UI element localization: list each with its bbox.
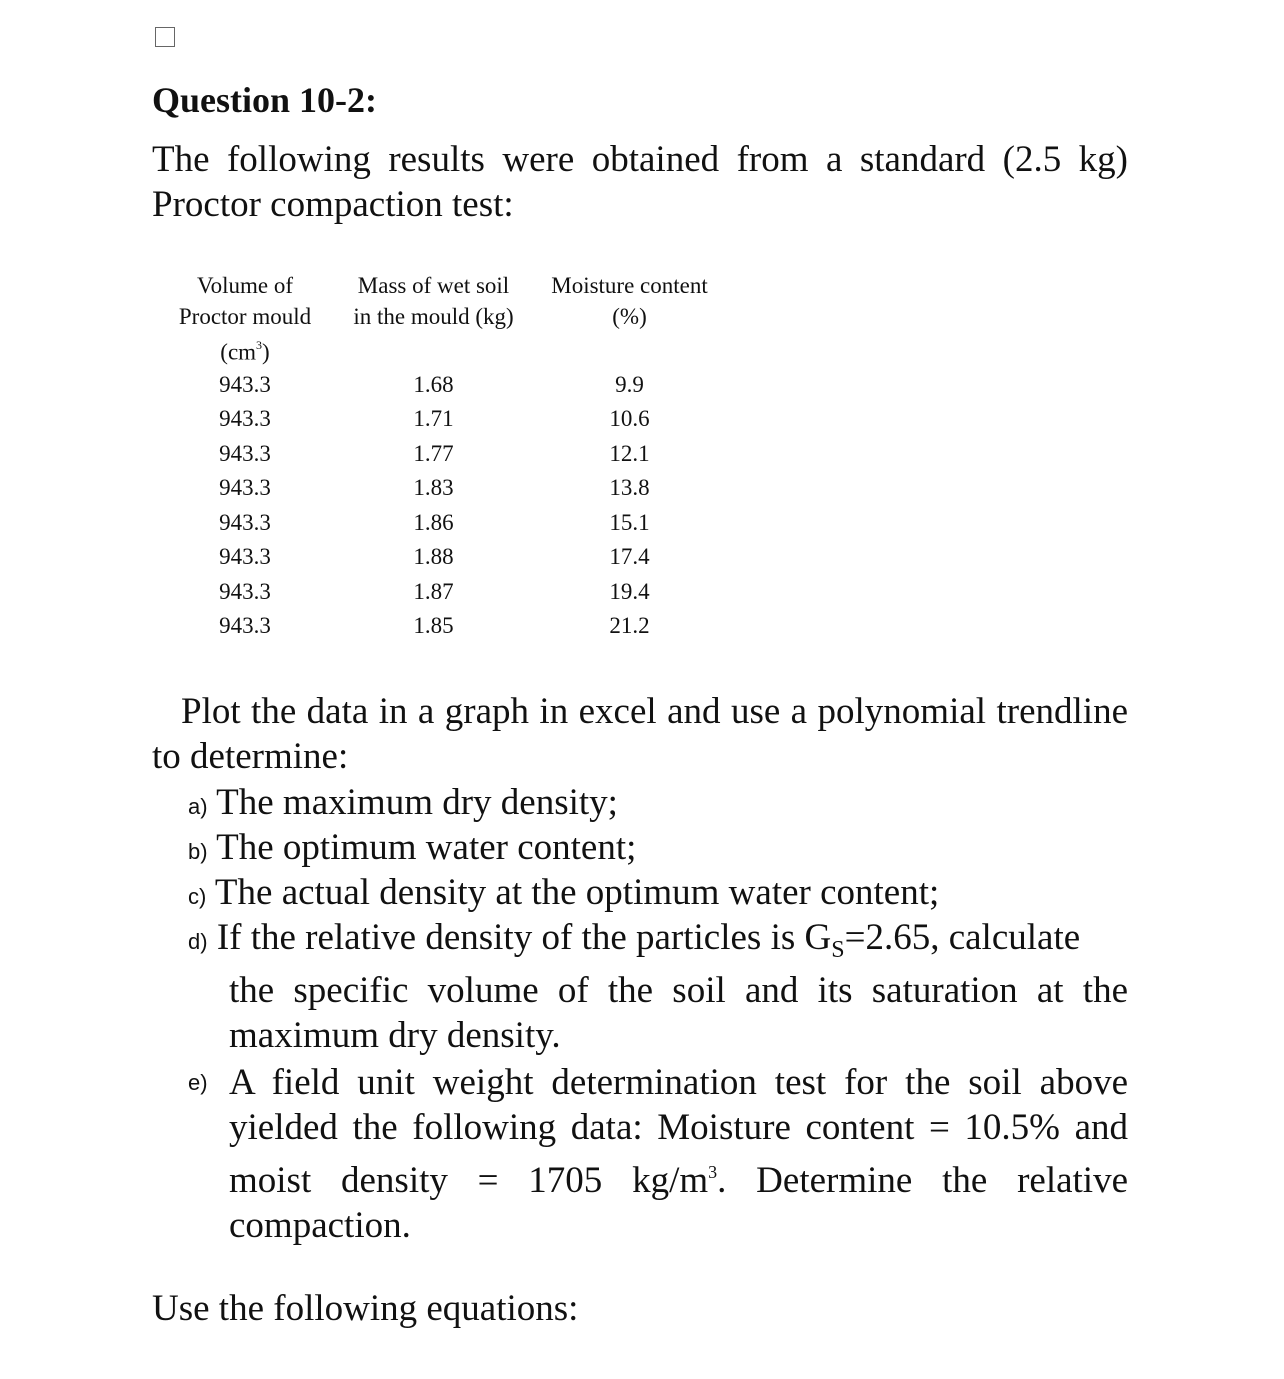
mass-cell: 1.83	[413, 475, 454, 501]
mass-cell: 1.71	[413, 406, 454, 432]
checkbox[interactable]	[155, 27, 175, 47]
item-d-continuation: the specific volume of the soil and its saturation at the maximum dry density.	[229, 970, 1128, 1056]
moisture-cell: 12.1	[609, 440, 650, 466]
item-b-text: The optimum water content;	[216, 827, 637, 868]
mass-cell: 1.87	[413, 578, 454, 604]
item-c-text: The actual density at the optimum water content;	[214, 872, 940, 913]
table-header-row	[164, 270, 718, 368]
volume-cell: 943.3	[219, 371, 271, 397]
table-row	[164, 402, 718, 437]
table-row	[164, 437, 718, 472]
volume-cell: 943.3	[219, 475, 271, 501]
item-b-marker: b)	[188, 839, 208, 864]
item-a-text: The maximum dry density;	[216, 782, 618, 823]
table-row	[164, 368, 718, 403]
plot-instruction: Plot the data in a graph in excel and use a polynomial trendline to determine:	[152, 691, 1128, 777]
item-c-marker: c)	[188, 884, 207, 909]
table-row	[164, 471, 718, 506]
moisture-cell: 17.4	[609, 544, 650, 570]
header-volume: Volume of Proctor mould $(cm^3)$	[178, 273, 312, 365]
moisture-cell: 21.2	[609, 613, 650, 639]
moisture-cell: 10.6	[609, 406, 650, 432]
volume-cell: 943.3	[219, 406, 271, 432]
mass-cell: 1.68	[413, 371, 454, 397]
table-row	[164, 506, 718, 541]
volume-cell: 943.3	[219, 509, 271, 535]
mass-cell: 1.77	[413, 440, 454, 466]
item-a-marker: a)	[188, 794, 208, 819]
item-c	[188, 870, 939, 919]
volume-cell: 943.3	[219, 578, 271, 604]
item-e-superscript: 3	[708, 1162, 718, 1182]
mass-cell: 1.86	[413, 509, 454, 535]
table-row	[164, 609, 718, 644]
compaction-data-table	[164, 270, 718, 644]
mass-cell: 1.85	[413, 613, 454, 639]
volume-cell: 943.3	[219, 440, 271, 466]
item-b	[188, 825, 636, 874]
header-mass: Mass of wet soil in the mould (kg)	[353, 273, 514, 329]
item-d-text: If the relative density of the particles is G	[216, 917, 832, 958]
header-moisture: Moisture content (%)	[551, 273, 708, 329]
question-intro: The following results were obtained from a standard (2.5 kg) Proctor compaction test:	[152, 139, 1128, 225]
volume-cell: 943.3	[219, 544, 271, 570]
item-d-subscript: S	[831, 937, 845, 963]
item-a	[188, 780, 618, 829]
item-e-text: A field unit weight determination test for the soil above yielded the following data: Moisture content = 10.5% and moist density = 1705 $kg/m^3$. Determine the relative compaction.	[229, 1062, 1129, 1246]
table-row	[164, 540, 718, 575]
item-d-marker: d)	[188, 929, 208, 954]
volume-cell: 943.3	[219, 613, 271, 639]
item-e	[188, 1060, 1128, 1248]
item-d	[188, 915, 1128, 973]
moisture-cell: 19.4	[609, 578, 650, 604]
table-row	[164, 575, 718, 610]
moisture-cell: 9.9	[615, 371, 644, 397]
item-d-text-after: =2.65, calculate	[844, 917, 1081, 958]
moisture-cell: 13.8	[609, 475, 650, 501]
moisture-cell: 15.1	[609, 509, 650, 535]
equations-footer: Use the following equations:	[152, 1288, 579, 1329]
item-e-marker: e)	[188, 1070, 208, 1095]
mass-cell: 1.88	[413, 544, 454, 570]
question-title: Question 10-2:	[152, 80, 377, 120]
